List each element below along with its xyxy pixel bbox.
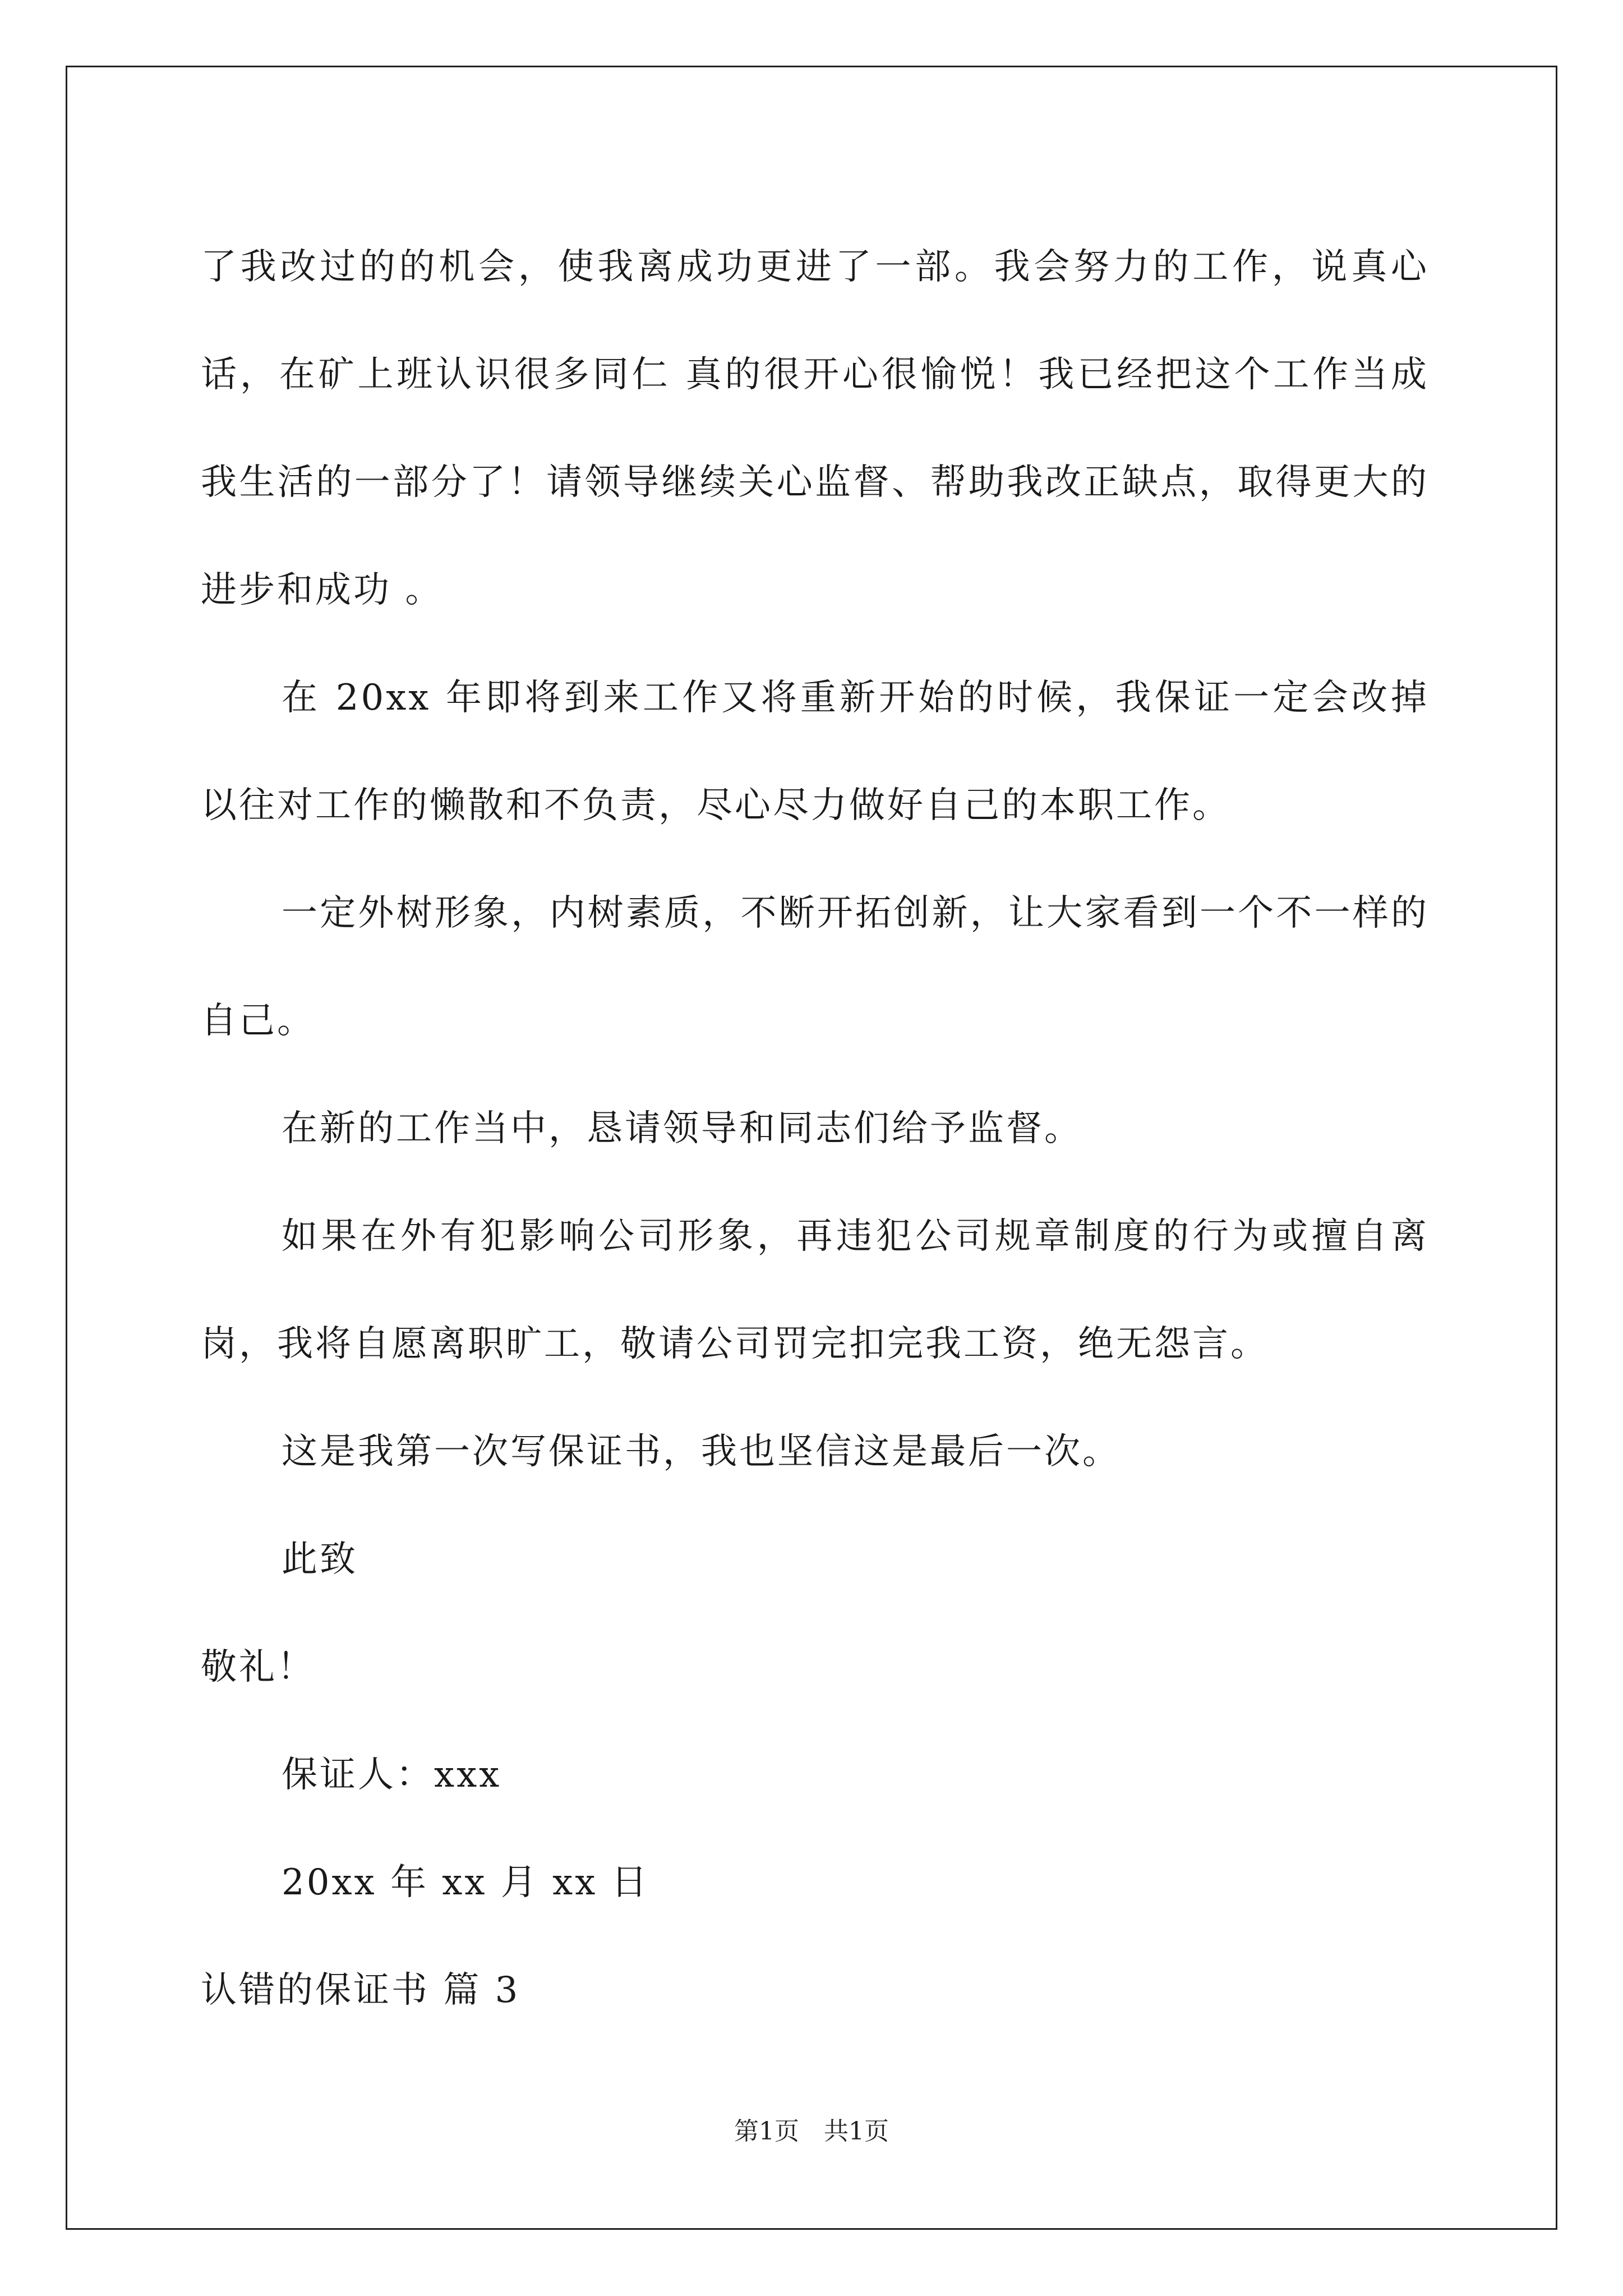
paragraph-first-time: 这是我第一次写保证书，我也坚信这是最后一次。: [282, 1431, 1121, 1473]
salutation-line: 敬礼！: [201, 1646, 315, 1688]
page-number-label: 第1页 共1页: [734, 2117, 889, 2146]
next-section-heading: 认错的保证书 篇 3: [201, 1970, 520, 2011]
page-footer: [0, 2115, 1623, 2148]
closing-line: 此致: [282, 1539, 358, 1580]
paragraph-consequence: 如果在外有犯影响公司形象，再违犯公司规章制度的行为或擅自离岗，我将自愿离职旷工，敬请公司罚完扣完我工资，绝无怨言。: [201, 1216, 1429, 1365]
paragraph-image: 一定外树形象，内树素质，不断开拓创新，让大家看到一个不一样的自己。: [201, 892, 1429, 1042]
date-line: 20xx 年 xx 月 xx 日: [282, 1862, 649, 1903]
paragraph-supervision: 在新的工作当中，恳请领导和同志们给予监督。: [282, 1108, 1082, 1149]
paragraph-pledge: 在 20xx 年即将到来工作又将重新开始的时候，我保证一定会改掉以往对工作的懒散和不负责，尽心尽力做好自己的本职工作。: [201, 677, 1429, 826]
paragraph-continuation: 了我改过的的机会，使我离成功更进了一部。我会努力的工作，说真心话，在矿上班认识很多同仁 真的很开心很愉悦！我已经把这个工作当成我生活的一部分了！请领导继续关心监督、帮助我改正缺点，取得更大的进步和成功 。: [201, 246, 1429, 611]
signer-line: 保证人：xxx: [282, 1754, 502, 1796]
document-body: [201, 213, 1429, 2044]
